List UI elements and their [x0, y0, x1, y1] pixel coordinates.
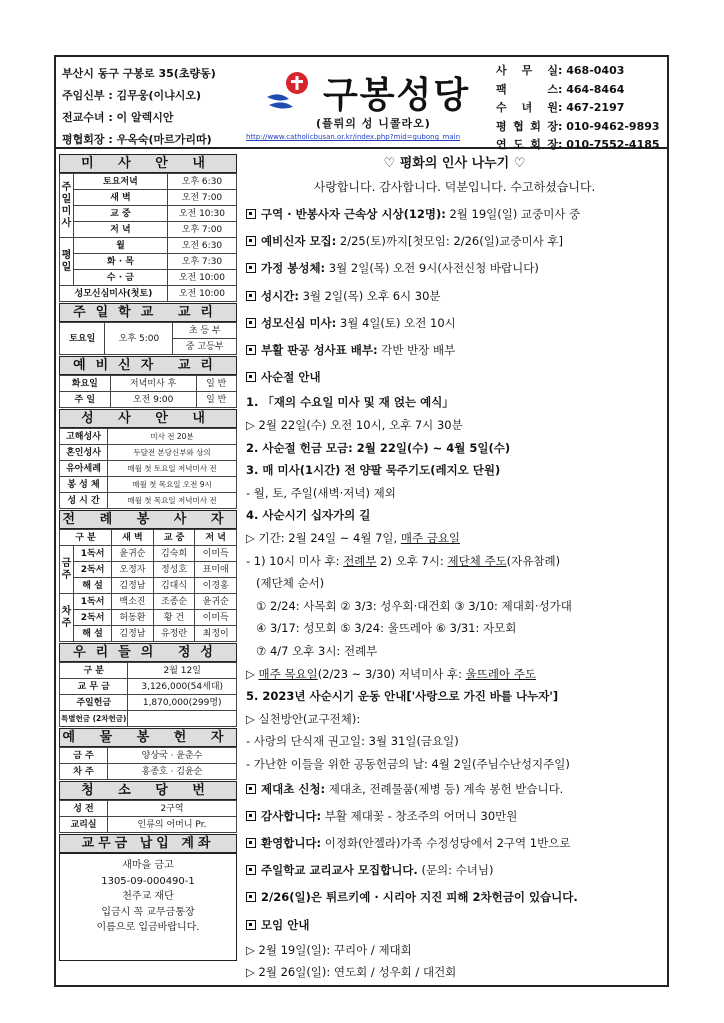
- account-section-title: 교무금 납입 계좌: [59, 834, 237, 853]
- notice-text: 3월 4일(토) 오전 10시: [336, 315, 456, 330]
- checkbox-icon: [246, 865, 256, 875]
- sacrament-name: 유아세례: [60, 461, 108, 477]
- contact-row: [496, 99, 660, 118]
- contact-row: [496, 136, 660, 155]
- mass-time: 오후 6:30: [167, 174, 236, 190]
- offering-table: [59, 662, 237, 727]
- lent-line: ① 2/24: 사목회 ② 3/3: 성우회·대건회 ③ 3/10: 제대회·성가대: [256, 598, 572, 613]
- servers-head: 교 중: [153, 530, 195, 546]
- church-emblem-icon: [265, 69, 315, 113]
- contact-key-char: 협: [513, 119, 524, 133]
- school-group: 초 등 부: [173, 323, 237, 339]
- lent-line: - 1) 10시 미사 후: 전례부 2) 오후 7시: 제단체 주도(자유참례): [246, 553, 561, 568]
- notice-title: 감사합니다:: [261, 808, 322, 823]
- offerer-key: 차 주: [60, 764, 108, 780]
- notice-text: 3월 2일(목) 오후 6시 30분: [298, 288, 441, 303]
- checkbox-icon: [246, 784, 256, 794]
- catechumen-table: [59, 375, 237, 408]
- mass-section-title: 미 사 안 내: [59, 154, 237, 173]
- cat-day: 주 일: [60, 392, 111, 408]
- servers-table: [59, 529, 237, 642]
- notice-item: [242, 228, 667, 255]
- notice-title: 사순절 안내: [261, 370, 321, 385]
- server: 황 건: [153, 610, 195, 626]
- server: 윤귀순: [112, 546, 154, 562]
- role: 2독서: [74, 562, 112, 578]
- checkbox-icon: [246, 263, 256, 273]
- peace-greeting-title: ♡ 평화의 인사 나누기 ♡: [383, 156, 526, 171]
- notice-title: 2/26(일)은 튀르키예 · 시리아 지진 피해 2차헌금이 있습니다.: [261, 890, 578, 905]
- offerer-value: 홍종호 · 김윤순: [108, 764, 237, 780]
- sunday-mass-label: 주 일 미 사: [60, 174, 74, 238]
- checkbox-icon: [246, 236, 256, 246]
- church-url-link[interactable]: http://www.catholicbusan.or.kr/index.php?mid=gubong_main: [246, 133, 461, 141]
- contact-key: [496, 99, 558, 118]
- patron-saint: (플뤼의 성 니콜라오): [316, 117, 431, 130]
- this-week-label: 금 주: [60, 546, 74, 594]
- account-line: 입금시 꼭 교무금통장: [101, 906, 195, 918]
- school-day: 토요일: [60, 323, 105, 355]
- council-president: 평협회장 : 우옥숙(마르가리따): [62, 133, 212, 146]
- notice-title: 성모신심 미사:: [261, 315, 337, 330]
- lent-line: ④ 3/17: 성모회 ⑤ 3/24: 울뜨레아 ⑥ 3/31: 자모회: [256, 621, 517, 636]
- contacts-list: [496, 62, 660, 155]
- checkbox-icon: [246, 209, 256, 219]
- school-time: 오후 5:00: [105, 323, 173, 355]
- role: 2독서: [74, 610, 112, 626]
- notice-title: 제대초 신청:: [261, 781, 326, 796]
- checkbox-icon: [246, 920, 256, 930]
- contact-key-char: 사: [496, 64, 507, 77]
- server: 오정자: [112, 562, 154, 578]
- notice-item: [242, 803, 667, 830]
- sacrament-name: 고해성사: [60, 429, 108, 445]
- contact-value: : 010-7552-4185: [558, 138, 660, 151]
- sacrament-info: 두달전 본당신부와 상의: [108, 445, 237, 461]
- contact-key-char: 도: [513, 138, 524, 151]
- lent-line: 2. 사순절 헌금 모금: 2월 22일(수) ~ 4월 5일(수): [246, 440, 511, 455]
- server: 조종순: [153, 594, 195, 610]
- header-info-left: [62, 63, 216, 151]
- sacrament-table: [59, 428, 237, 509]
- contact-row: [496, 118, 660, 137]
- cleaning-key: 교리실: [60, 817, 108, 833]
- server: 윤귀순: [195, 594, 237, 610]
- cleaning-value: 인류의 어머니 Pr.: [108, 817, 237, 833]
- lent-line: 1. 「재의 수요일 미사 및 재 얹는 예식」: [246, 395, 454, 410]
- lent-line: ⑦ 4/7 오후 3시: 전례부: [256, 643, 378, 658]
- contact-value: : 464-8464: [558, 82, 625, 96]
- offerer-value: 양상국 · 윤춘수: [108, 748, 237, 764]
- lent-line: ▷ 매주 목요일(2/23 ~ 3/30) 저녁미사 후: 울뜨레아 주도: [246, 666, 536, 681]
- contact-key: [496, 136, 558, 155]
- contact-value: : 468-0403: [558, 64, 625, 77]
- lent-guide: [242, 391, 667, 775]
- notice-text: 제대초, 전례물품(제병 등) 계속 봉헌 받습니다.: [325, 781, 564, 796]
- notice-text: 3월 2일(목) 오전 9시(사전신청 바랍니다): [325, 261, 539, 276]
- notice-item: [242, 884, 667, 911]
- role: 해 설: [74, 578, 112, 594]
- notice-item: [242, 337, 667, 364]
- greeting-text: 사랑합니다. 감사합니다. 덕분입니다. 수고하셨습니다.: [313, 180, 596, 194]
- contact-key-char: 실: [547, 64, 558, 77]
- server: 이미득: [195, 546, 237, 562]
- offering-key: 주일헌금: [60, 695, 128, 711]
- notice-title: 모임 안내: [261, 917, 310, 932]
- contact-key-char: 원: [547, 101, 558, 114]
- notice-title: 구역 · 반봉사자 근속상 시상(12명):: [261, 207, 446, 221]
- notice-item: [242, 255, 667, 282]
- offering-section-title: 우리들의 정성: [59, 643, 237, 662]
- school-section-title: 주일학교 교리: [59, 303, 237, 322]
- bulletin-page: [54, 55, 669, 987]
- lent-line: 5. 2023년 사순시기 운동 안내['사랑으로 가진 바를 나누자']: [246, 689, 559, 704]
- notice-title: 예비신자 모집:: [261, 234, 337, 249]
- server: 김정남: [112, 578, 154, 594]
- notice-text: 이정화(안젤라)가족 수정성당에서 2구역 1반으로: [321, 835, 571, 850]
- contact-key-char: 회: [530, 138, 541, 151]
- server: 이미득: [195, 610, 237, 626]
- notice-text: 2/25(토)까지[첫모임: 2/26(일)교중미사 후]: [336, 234, 563, 249]
- account-info: [59, 853, 237, 961]
- servers-head: 저 녁: [195, 530, 237, 546]
- pastor: 주임신부 : 김무웅(이냐시오): [62, 89, 201, 102]
- offering-value: 3,126,000(54세대): [128, 679, 237, 695]
- contact-key-char: 연: [496, 138, 507, 151]
- contact-key-char: 스: [547, 82, 558, 96]
- mass-name: 교 중: [74, 206, 168, 222]
- mass-name: 월: [74, 238, 168, 254]
- contact-value: : 467-2197: [558, 101, 625, 114]
- lent-line: ▷ 실천방안(교구전체):: [246, 711, 361, 726]
- checkbox-icon: [246, 811, 256, 821]
- account-line: 1305-09-000490-1: [101, 875, 195, 887]
- mass-name: 새 벽: [74, 190, 168, 206]
- notices-list-2: [242, 776, 667, 939]
- server: 김대식: [153, 578, 195, 594]
- notice-title: 환영합니다:: [261, 835, 322, 850]
- notice-item: [242, 857, 667, 884]
- cat-time: 저녁미사 후: [110, 376, 196, 392]
- header: [56, 57, 667, 149]
- weekday-mass-label: 평 일: [60, 238, 74, 286]
- offering-key: 구 분: [60, 663, 128, 679]
- server: 표미애: [195, 562, 237, 578]
- cleaning-value: 2구역: [108, 801, 237, 817]
- contact-key-char: 무: [521, 64, 533, 77]
- role: 1독서: [74, 594, 112, 610]
- checkbox-icon: [246, 892, 256, 902]
- notice-title: 가정 봉성체:: [261, 261, 326, 276]
- sacrament-info: 매월 첫 목요일 오전 9시: [108, 477, 237, 493]
- mass-name: 화 · 목: [74, 254, 168, 270]
- cat-day: 화요일: [60, 376, 111, 392]
- cat-time: 오전 9:00: [110, 392, 196, 408]
- meeting-line: ▷ 2월 26일(일): 연도회 / 성우회 / 대건회: [246, 965, 457, 980]
- left-column: [59, 153, 237, 961]
- lent-line: 4. 사순시기 십자가의 길: [246, 508, 371, 523]
- server: 정성호: [153, 562, 195, 578]
- notice-item: [242, 776, 667, 803]
- notice-item: [242, 830, 667, 857]
- account-line: 천주교 재단: [122, 891, 174, 902]
- notice-text: (문의: 수녀님): [417, 863, 494, 878]
- address: 부산시 동구 구봉로 35(초량동): [62, 67, 216, 80]
- notice-item: [242, 310, 667, 337]
- servers-head: 구 분: [60, 530, 112, 546]
- mass-time: 오전 10:00: [167, 286, 236, 302]
- servers-head: 새 벽: [112, 530, 154, 546]
- account-line: 새마을 금고: [122, 860, 174, 871]
- first-saturday-mass: 성모신심미사(첫토): [60, 286, 168, 302]
- server: 이경홍: [195, 578, 237, 594]
- offerers-section-title: 예 물 봉 헌 자: [59, 728, 237, 747]
- lent-line: ▷ 기간: 2월 24일 ~ 4월 7일, 매주 금요일: [246, 530, 461, 545]
- mission-sister: 전교수녀 : 이 알렉시안: [62, 111, 174, 124]
- servers-section-title: 전 례 봉 사 자: [59, 510, 237, 529]
- account-line: 이름으로 입금바랍니다.: [96, 922, 200, 933]
- lent-line: (제단체 순서): [256, 576, 325, 591]
- contact-value: : 010-9462-9893: [558, 119, 660, 133]
- next-week-label: 차 주: [60, 594, 74, 642]
- checkbox-icon: [246, 318, 256, 328]
- meeting-list: [242, 939, 667, 984]
- sacrament-info: 매월 첫 토요일 저녁미사 전: [108, 461, 237, 477]
- cat-group: 일 반: [196, 376, 236, 392]
- sacrament-name: 성 시 간: [60, 493, 108, 509]
- sacrament-info: 매월 첫 목요일 저녁미사 전: [108, 493, 237, 509]
- contact-key-char: 회: [530, 119, 541, 133]
- contact-key-char: 녀: [521, 101, 533, 114]
- contact-row: [496, 62, 660, 81]
- contact-key: [496, 81, 558, 100]
- offerer-key: 금 주: [60, 748, 108, 764]
- mass-name: 저 녁: [74, 222, 168, 238]
- contact-key-char: 팩: [496, 82, 507, 96]
- mass-table: [59, 173, 237, 302]
- role: 1독서: [74, 546, 112, 562]
- cat-group: 일 반: [196, 392, 236, 408]
- school-group: 중 고등부: [173, 339, 237, 355]
- server: 최정이: [195, 626, 237, 642]
- contact-key-char: 수: [496, 101, 507, 114]
- catechumen-section-title: 예비신자 교리: [59, 356, 237, 375]
- notice-item: [242, 283, 667, 310]
- notice-title: 주일학교 교리교사 모집합니다.: [261, 863, 418, 878]
- contact-key-char: 평: [496, 119, 507, 133]
- lent-line: ▷ 2월 22일(수) 오전 10시, 오후 7시 30분: [246, 418, 463, 433]
- mass-time: 오전 6:30: [167, 238, 236, 254]
- contact-key: [496, 62, 558, 81]
- checkbox-icon: [246, 345, 256, 355]
- contact-key-char: 장: [547, 119, 558, 133]
- sacrament-section-title: 성 사 안 내: [59, 409, 237, 428]
- contact-key: [496, 118, 558, 137]
- notice-title: 부활 판공 성사표 배부:: [261, 343, 378, 358]
- offerers-table: [59, 747, 237, 780]
- school-table: [59, 322, 237, 355]
- right-column: [242, 153, 667, 984]
- sacrament-info: 미사 전 20분: [108, 429, 237, 445]
- notice-item: [242, 364, 667, 391]
- sacrament-name: 봉 성 체: [60, 477, 108, 493]
- notice-item: [242, 912, 667, 939]
- cleaning-table: [59, 800, 237, 833]
- offering-value: 1,870,000(299명): [128, 695, 237, 711]
- mass-name: 수 · 금: [74, 270, 168, 286]
- checkbox-icon: [246, 838, 256, 848]
- offering-value: [128, 711, 237, 727]
- mass-time: 오후 7:30: [167, 254, 236, 270]
- server: 허동환: [112, 610, 154, 626]
- notice-title: 성시간:: [261, 288, 299, 303]
- offering-value: 2월 12일: [128, 663, 237, 679]
- mass-time: 오전 10:00: [167, 270, 236, 286]
- server: 유정란: [153, 626, 195, 642]
- server: 김정남: [112, 626, 154, 642]
- mass-name: 토요저녁: [74, 174, 168, 190]
- mass-time: 오전 10:30: [167, 206, 236, 222]
- role: 해 설: [74, 626, 112, 642]
- meeting-line: ▷ 2월 19일(일): 꾸리아 / 제대회: [246, 942, 412, 957]
- lent-line: - 월, 토, 주일(새벽·저녁) 제외: [246, 485, 396, 500]
- notice-text: 각반 반장 배부: [377, 343, 456, 358]
- checkbox-icon: [246, 291, 256, 301]
- contact-key-char: 장: [547, 138, 558, 151]
- mass-time: 오전 7:00: [167, 190, 236, 206]
- notices-list: [242, 201, 667, 391]
- lent-line: - 사랑의 단식재 권고일: 3월 31일(금요일): [246, 734, 459, 749]
- lent-line: - 가난한 이들을 위한 공동헌금의 날: 4월 2일(주님수난성지주일): [246, 756, 570, 771]
- notice-item: [242, 201, 667, 228]
- church-name: 구봉성당: [323, 75, 471, 116]
- checkbox-icon: [246, 372, 256, 382]
- church-logo: [246, 65, 491, 145]
- offering-key: 교 무 금: [60, 679, 128, 695]
- sacrament-name: 혼인성사: [60, 445, 108, 461]
- server: 백소진: [112, 594, 154, 610]
- contact-row: [496, 81, 660, 100]
- lent-line: 3. 매 미사(1시간) 전 양팔 묵주기도(레지오 단원): [246, 463, 501, 478]
- cleaning-section-title: 청 소 당 번: [59, 781, 237, 800]
- mass-time: 오후 7:00: [167, 222, 236, 238]
- cleaning-key: 성 전: [60, 801, 108, 817]
- notice-text: 2월 19일(일) 교중미사 중: [445, 207, 581, 221]
- notice-text: 부활 제대꽃 - 창조주의 어머니 30만원: [321, 808, 518, 823]
- server: 김숙희: [153, 546, 195, 562]
- offering-key: 특별헌금 (2차헌금): [60, 711, 128, 727]
